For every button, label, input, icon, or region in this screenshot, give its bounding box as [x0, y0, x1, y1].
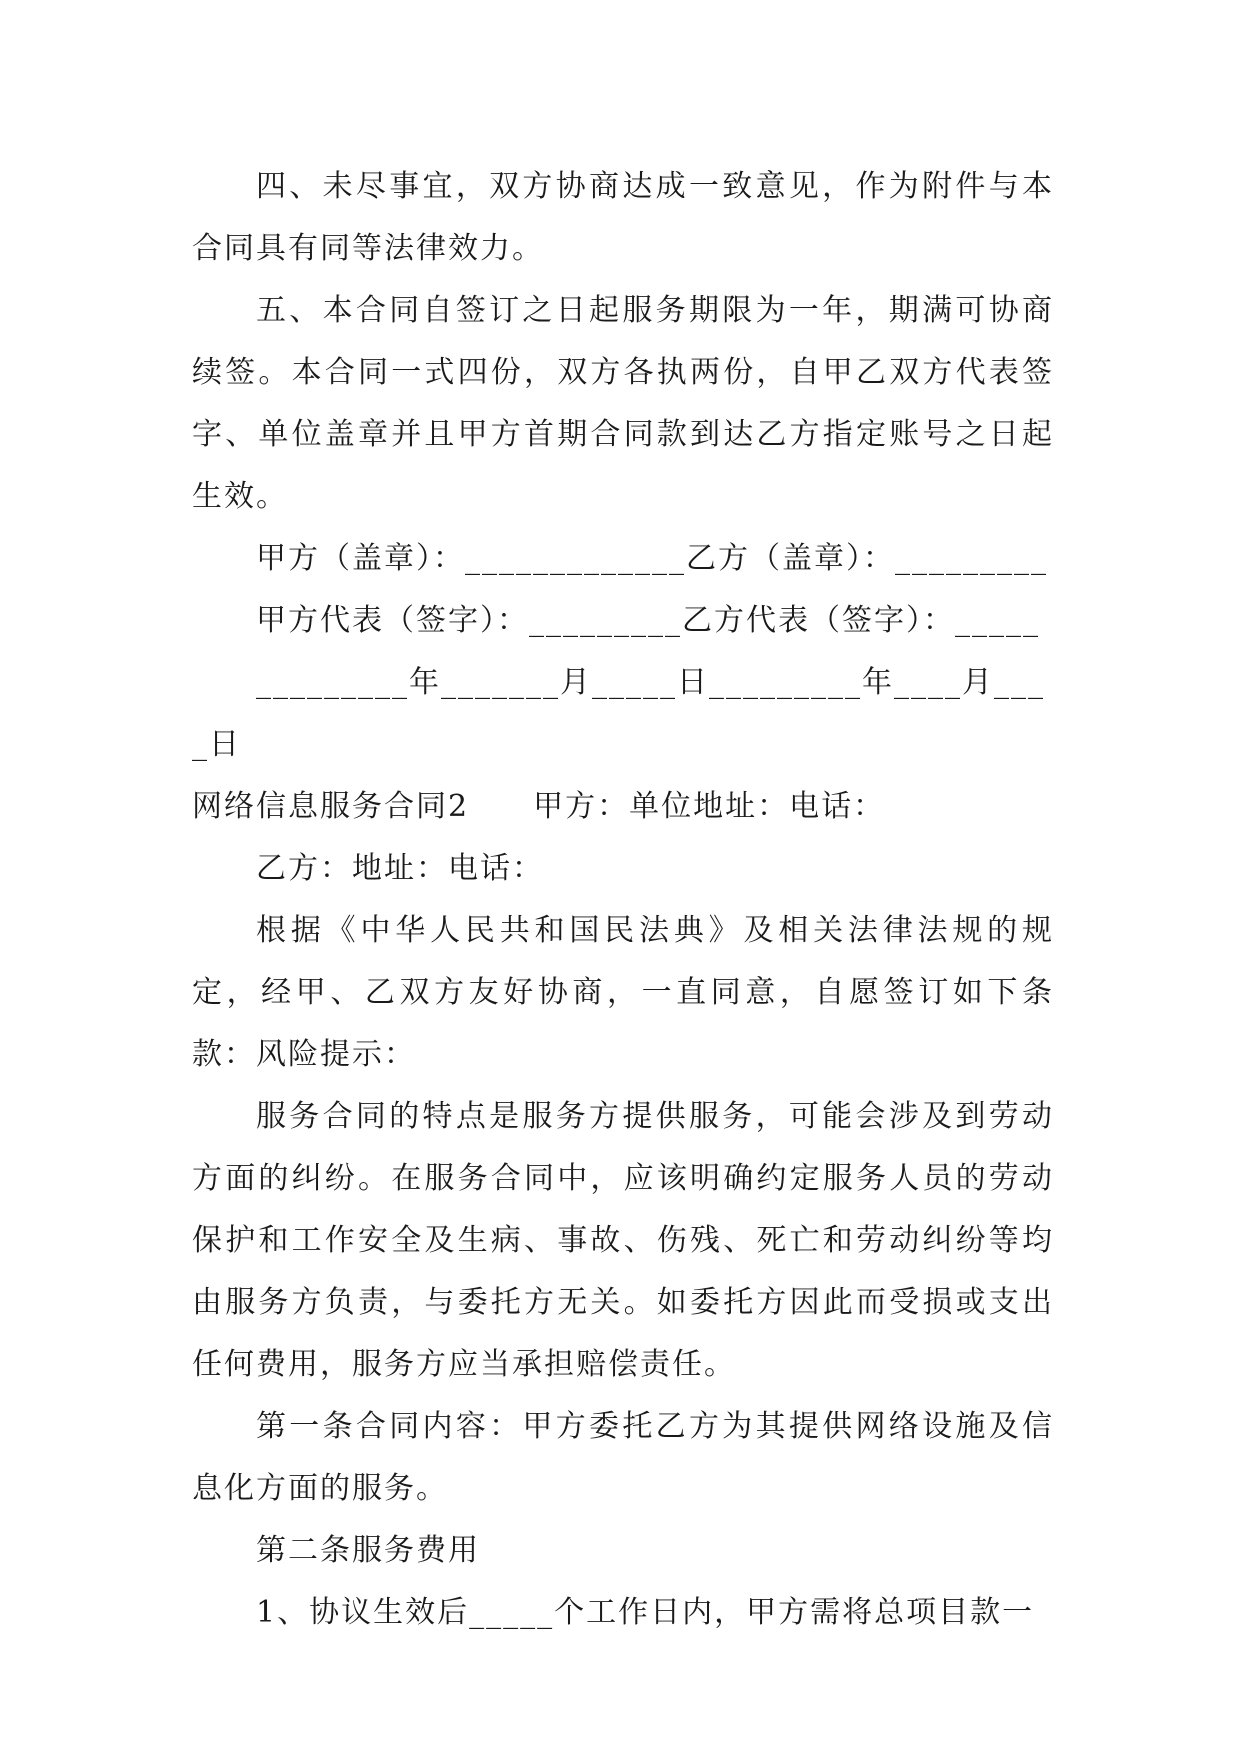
representative-signature-line: 甲方代表（签字）：_________乙方代表（签字）：_____	[256, 603, 1040, 638]
contract-2-heading: 网络信息服务合同2 甲方：单位地址：电话：	[192, 789, 886, 824]
article-2-item-1: 1、协议生效后_____个工作日内，甲方需将总项目款一	[256, 1595, 1035, 1630]
article-1-paragraph: 第一条合同内容：甲方委托乙方为其提供网络设施及信息化方面的服务。	[192, 1409, 1054, 1506]
party-seal-line: 甲方（盖章）：_____________乙方（盖章）：_________	[256, 541, 1048, 576]
article-2-heading: 第二条服务费用	[256, 1533, 480, 1568]
party-b-info: 乙方：地址：电话：	[256, 851, 544, 886]
date-line: _________年_______月_____日_________年____月____日	[192, 665, 1045, 762]
risk-notice-paragraph: 服务合同的特点是服务方提供服务，可能会涉及到劳动方面的纠纷。在服务合同中，应该明确约定服务人员的劳动保护和工作安全及生病、事故、伤残、死亡和劳动纠纷等均由服务方负责，与委托方无关。如委托方因此而受损或支出任何费用，服务方应当承担赔偿责任。	[192, 1099, 1054, 1382]
clause-5-paragraph: 五、本合同自签订之日起服务期限为一年，期满可协商续签。本合同一式四份，双方各执两份，自甲乙双方代表签字、单位盖章并且甲方首期合同款到达乙方指定账号之日起生效。	[192, 293, 1054, 514]
document-body	[192, 156, 1054, 1644]
preamble-paragraph: 根据《中华人民共和国民法典》及相关法律法规的规定，经甲、乙双方友好协商，一直同意，自愿签订如下条款：风险提示：	[192, 913, 1054, 1072]
clause-4-paragraph: 四、未尽事宜，双方协商达成一致意见，作为附件与本合同具有同等法律效力。	[192, 169, 1054, 266]
